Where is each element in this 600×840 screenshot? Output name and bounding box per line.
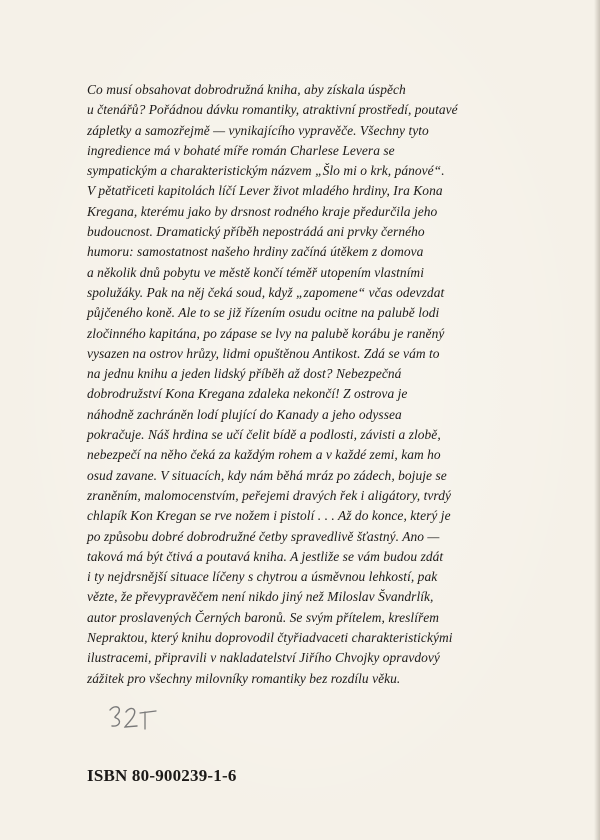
blurb-line: nebezpečí na něho čeká za každým rohem a v každé zemi, kam ho xyxy=(87,447,441,463)
blurb-line: zraněním, malomocenstvím, peřejemi dravých řek i aligátory, tvrdý xyxy=(87,487,451,503)
blurb-line: půjčeného koně. Ale to se již řízením osudu ocitne na palubě lodi xyxy=(87,305,440,321)
blurb-line: ilustracemi, připravili v nakladatelství Jiřího Chvojky opravdový xyxy=(87,650,440,666)
blurb-line: na jednu knihu a jeden lidský příběh až dost? Nebezpečná xyxy=(87,366,402,382)
blurb-line: Kregana, kterému jako by drsnost rodného kraje předurčila jeho xyxy=(87,203,438,219)
blurb-line: náhodně zachráněn lodí plující do Kanady a jeho odyssea xyxy=(87,406,402,422)
blurb-line: V pětatřiceti kapitolách líčí Lever život mladého hrdiny, Ira Kona xyxy=(87,183,443,199)
blurb-line: a několik dnů pobytu ve městě končí téměř utopením vlastními xyxy=(87,264,424,280)
blurb-line: po způsobu dobré dobrodružné četby spravedlivě šťastný. Ano — xyxy=(87,528,440,544)
blurb-line: dobrodružství Kona Kregana zdaleka nekončí! Z ostrova je xyxy=(87,386,408,402)
blurb-line: i ty nejdrsnější situace líčeny s chytrou a úsměvnou lehkostí, pak xyxy=(87,569,438,585)
blurb-line: autor proslavených Černých baronů. Se svým přítelem, kreslířem xyxy=(87,609,440,625)
blurb-line: budoucnost. Dramatický příběh nepostrádá ani prvky černého xyxy=(87,224,425,240)
blurb-line: Nepraktou, který knihu doprovodil čtyřiadvaceti charakteristickými xyxy=(87,630,453,646)
pencil-price-mark xyxy=(104,700,164,736)
blurb-line: vězte, že převypravěčem není nikdo jiný než Miloslav Švandrlík, xyxy=(87,589,434,605)
blurb-line: spolužáky. Pak na něj čeká soud, když „zapomene“ včas odevzdat xyxy=(87,284,445,300)
blurb-line: zločinného kapitána, po zápase se lvy na palubě korábu je raněný xyxy=(87,325,445,341)
blurb-line: humoru: samostatnost našeho hrdiny začíná útěkem z domova xyxy=(87,244,424,260)
blurb-line: pokračuje. Náš hrdina se učí čelit bídě a podlosti, závisti a zlobě, xyxy=(87,427,441,443)
blurb-line: zážitek pro všechny milovníky romantiky bez rozdílu věku. xyxy=(87,670,401,686)
blurb-line: Co musí obsahovat dobrodružná kniha, aby získala úspěch xyxy=(87,82,406,97)
blurb-line: chlapík Kon Kregan se rve nožem i pistolí . . . Až do konce, který je xyxy=(87,508,451,524)
blurb-line: zápletky a samozřejmě — vynikajícího vypravěče. Všechny tyto xyxy=(87,122,429,138)
blurb-line: taková má být čtivá a poutavá kniha. A jestliže se vám budou zdát xyxy=(87,548,444,564)
blurb-line: u čtenářů? Pořádnou dávku romantiky, atraktivní prostředí, poutavé xyxy=(87,102,458,118)
cover-blurb xyxy=(87,80,527,689)
blurb-line: vysazen na ostrov hrůzy, lidmi opuštěnou Antikost. Zdá se vám to xyxy=(87,345,440,361)
blurb-line: sympatickým a charakteristickým názvem „Šlo mi o krk, pánové“. xyxy=(87,163,445,179)
blurb-line: ingredience má v bohaté míře román Charlese Levera se xyxy=(87,142,395,158)
blurb-line: osud zavane. V situacích, kdy nám běhá mráz po zádech, bojuje se xyxy=(87,467,447,483)
isbn-number: ISBN 80-900239-1-6 xyxy=(87,766,237,785)
page-edge-shadow xyxy=(594,0,600,840)
